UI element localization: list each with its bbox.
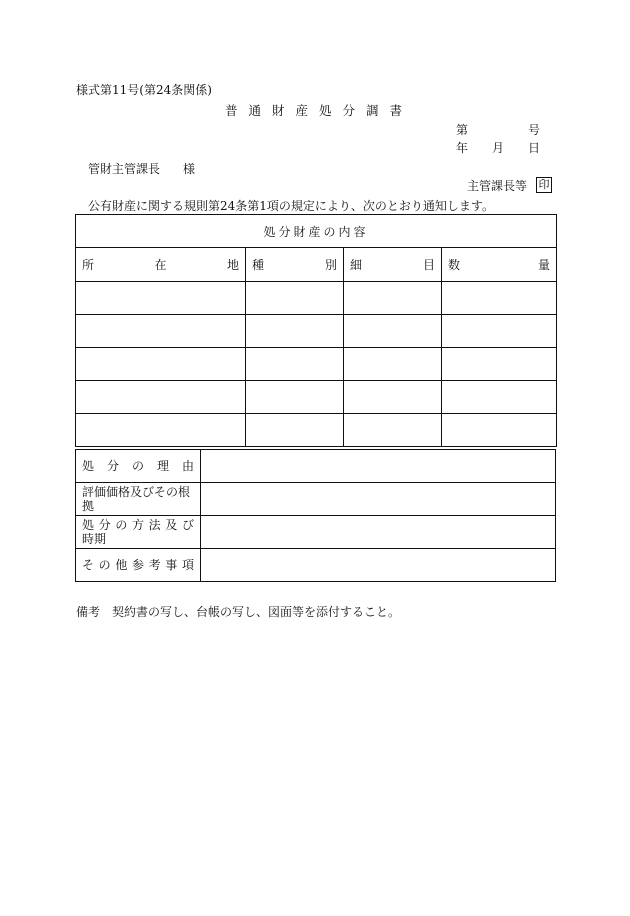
quantity-cell[interactable] <box>442 414 557 447</box>
disposal-property-table <box>75 214 557 447</box>
location-cell[interactable] <box>76 315 246 348</box>
method-timing-field[interactable] <box>201 516 556 549</box>
label-char: 事 <box>165 557 178 572</box>
label-char: そ <box>82 557 95 572</box>
location-cell[interactable] <box>76 348 246 381</box>
method-timing-label <box>76 516 201 549</box>
label-char: 処 <box>82 458 95 473</box>
label-char: 別 <box>324 258 337 272</box>
document-number-prefix: 第 <box>456 123 469 137</box>
seal-mark: 印 <box>536 177 552 193</box>
type-cell[interactable] <box>246 315 344 348</box>
reason-field[interactable] <box>201 450 556 483</box>
column-header-detail <box>344 248 442 282</box>
label-char: 及 <box>165 517 178 532</box>
label-char: 在 <box>154 258 167 272</box>
location-cell[interactable] <box>76 381 246 414</box>
label-char: 所 <box>82 258 95 272</box>
label-char: の <box>131 458 144 473</box>
table-row <box>76 315 557 348</box>
table-row <box>76 282 557 315</box>
type-cell[interactable] <box>246 282 344 315</box>
detail-cell[interactable] <box>344 315 442 348</box>
type-cell[interactable] <box>246 348 344 381</box>
label-char: 参 <box>131 557 144 572</box>
column-header-location <box>76 248 246 282</box>
other-notes-label <box>76 549 201 582</box>
reason-label <box>76 450 201 483</box>
label-char: 分 <box>98 517 111 532</box>
label-char: 分 <box>106 458 119 473</box>
location-cell[interactable] <box>76 282 246 315</box>
form-number: 様式第11号(第24条関係) <box>76 83 212 97</box>
quantity-cell[interactable] <box>442 282 557 315</box>
label-char: び <box>181 517 194 532</box>
remark-note: 備考 契約書の写し、台帳の写し、図面等を添付すること。 <box>76 605 401 619</box>
label-char: 数 <box>448 258 461 272</box>
quantity-cell[interactable] <box>442 381 557 414</box>
label-char: の <box>115 517 128 532</box>
other-notes-field[interactable] <box>201 549 556 582</box>
label-char: 項 <box>181 557 194 572</box>
detail-cell[interactable] <box>344 381 442 414</box>
column-header-type <box>246 248 344 282</box>
addressee: 管財主管課長 <box>88 162 161 176</box>
disposal-details-table <box>75 449 556 582</box>
type-cell[interactable] <box>246 381 344 414</box>
detail-cell[interactable] <box>344 414 442 447</box>
detail-cell[interactable] <box>344 348 442 381</box>
label-char: 目 <box>422 258 435 272</box>
quantity-cell[interactable] <box>442 348 557 381</box>
label-char: 考 <box>148 557 161 572</box>
label-char: 理 <box>156 458 169 473</box>
label-char: 他 <box>115 557 128 572</box>
table-row <box>76 348 557 381</box>
intro-text: 公有財産に関する規則第24条第1項の規定により、次のとおり通知します。 <box>88 199 494 213</box>
label-char: 種 <box>252 258 265 272</box>
method-timing-label-line2: 時期 <box>82 532 107 546</box>
sender: 主管課長等 <box>467 179 528 193</box>
date-year-label: 年 <box>456 141 469 155</box>
type-cell[interactable] <box>246 414 344 447</box>
location-cell[interactable] <box>76 414 246 447</box>
quantity-cell[interactable] <box>442 315 557 348</box>
label-char: 地 <box>226 258 239 272</box>
label-char: 方 <box>131 517 144 532</box>
label-char: 量 <box>538 258 551 272</box>
detail-cell[interactable] <box>344 282 442 315</box>
label-char: 法 <box>148 517 161 532</box>
date-day-label: 日 <box>528 141 541 155</box>
label-char: の <box>98 557 111 572</box>
valuation-label: 評価価格及びその根拠 <box>76 483 201 516</box>
date-month-label: 月 <box>492 141 505 155</box>
label-char: 由 <box>181 458 194 473</box>
column-header-quantity <box>442 248 557 282</box>
label-char: 細 <box>350 258 363 272</box>
table-row <box>76 414 557 447</box>
document-title: 普通財産処分調書 <box>225 103 414 118</box>
valuation-field[interactable] <box>201 483 556 516</box>
table-row <box>76 381 557 414</box>
addressee-honorific: 様 <box>183 162 196 176</box>
label-char: 処 <box>82 517 95 532</box>
document-number-suffix: 号 <box>528 123 541 137</box>
section-title: 処分財産の内容 <box>76 215 557 248</box>
